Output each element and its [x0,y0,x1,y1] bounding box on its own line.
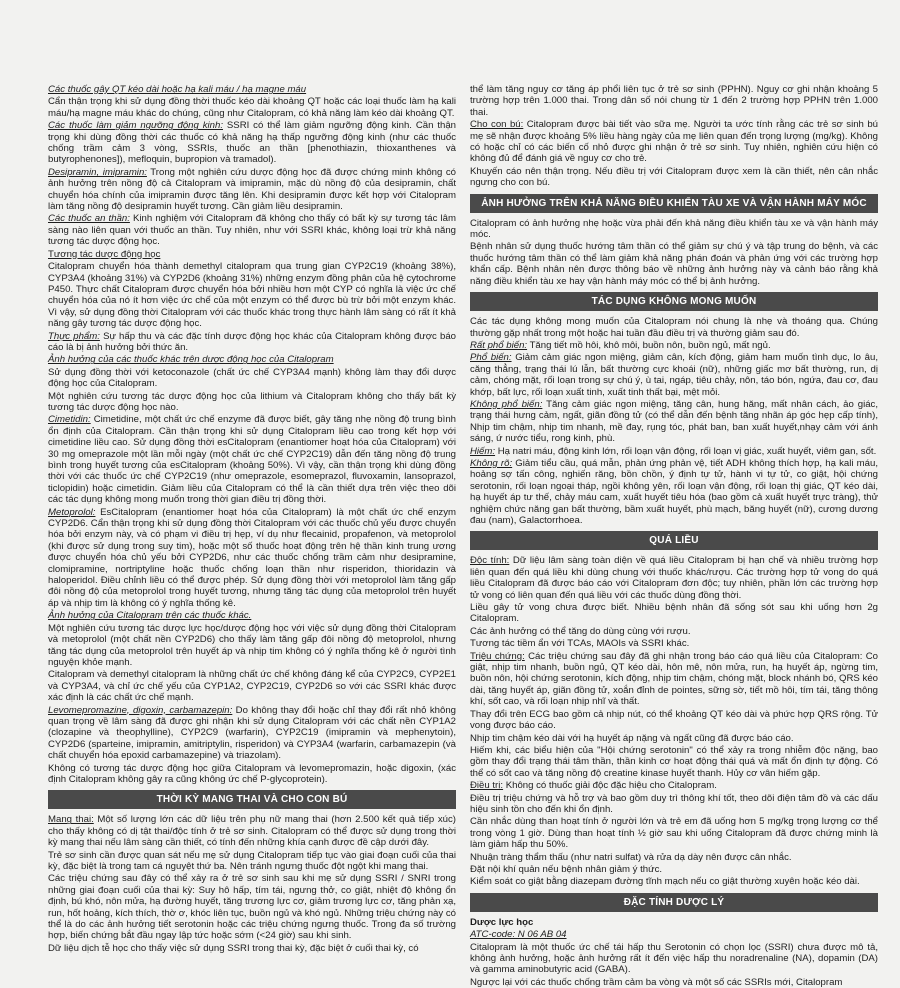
inline-heading: Cimetidin: [48,414,91,426]
paragraph: Một nghiên cứu tương tác dược động học của lithium và Citalopram không cho thấy bất kỳ tương tác dược động học nào. [48,390,456,413]
paragraph [48,414,456,505]
paragraph [48,705,456,762]
inline-heading: Levomepromazine, digoxin, carbamazepin: [48,704,233,716]
paragraph-text: Citalopram được bài tiết vào sữa mẹ. Người ta ước tính rằng các trẻ sơ sinh bú mẹ sẽ nhận được khoảng 5% liều hàng ngày của mẹ liên quan đến trọng lượng (mg/kg). Không có hoặc chỉ có các biến cố nhỏ được ghi nhận ở trẻ sơ sinh. Tuy nhiên, nghiên cứu hiện có không đủ để đánh giá về nguy cơ cho trẻ. [470,119,878,165]
paragraph: Citalopram là một thuốc ức chế tái hấp thu Serotonin có chọn lọc (SSRI) chưa được mô tả, không ảnh hưởng, hoặc ảnh hưởng rất ít đến việc hấp thu noradrenaline (NA), dopamin (DA) và gamma aminobutyric acid (GABA). [470,941,878,976]
paragraph [470,458,878,526]
paragraph: Tương tác tiềm ẩn với TCAs, MAOIs và SSRI khác. [470,638,690,650]
paragraph [470,780,878,791]
paragraph [48,331,456,354]
paragraph-text: Trong một nghiên cứu dược động học đã được chứng minh không có ảnh hưởng trên nồng độ cả Citalopram và imipramin, mặc dù nồng độ của desipramin, chất chuyển hóa chính của imipramin được tăng lên. Khi desipramin được kết hợp với Citalopram làm tăng nồng độ desipramin huyết tương. Cần giảm liều desipramin. [48,166,456,213]
paragraph [470,340,878,351]
subheading: Ảnh hưởng của các thuốc khác trên dược động học của Citalopram [48,354,334,366]
subheading: Các thuốc gây QT kéo dài hoặc hạ kali máu / hạ magne máu [48,84,307,95]
section-heading: ẢNH HƯỞNG TRÊN KHẢ NĂNG ĐIỀU KHIỂN TÀU XE VÀ VẬN HÀNH MÁY MÓC [470,194,878,213]
section-heading: QUÁ LIỀU [470,531,878,550]
paragraph: Ngược lại với các thuốc chống trầm cảm ba vòng và một số các SSRIs mới, Citalopram [470,976,843,988]
paragraph: Dữ liệu dịch tễ học cho thấy việc sử dụng SSRI trong thai kỳ, đặc biệt ở cuối thai kỳ, có [48,942,419,954]
paragraph: Cần nhắc dùng than hoạt tính ở người lớn và trẻ em đã uống hơn 5 mg/kg trọng lượng cơ thể trong vòng 1 giờ. Dùng than hoạt tính ½ giờ sau khi uống Citalopram đã được chứng minh là làm giảm hấp thu 50%. [470,816,878,851]
paragraph: Các ảnh hưởng có thể tăng do dùng cùng với rượu. [470,625,691,637]
paragraph: Không có tương tác dược động học giữa Citalopram và levomepromazin, hoặc digoxin, (xác định Citalopram không gây ra cũng không ức chế P-glycoprotein). [48,762,456,785]
section-heading: THỜI KỲ MANG THAI VÀ CHO CON BÚ [48,790,456,809]
paragraph [48,507,456,610]
inline-heading: Các thuốc làm giảm ngưỡng động kinh: [48,120,223,132]
paragraph: Các triệu chứng sau đây có thể xảy ra ở trẻ sơ sinh sau khi mẹ sử dụng SSRI / SNRI trong những giai đoạn cuối của thai kỳ: Suy hô hấp, tím tái, ngưng thở, co giật, nhiệt độ không ổn định, bú khó, nôn mửa, hạ đường huyết, tăng trương lực cơ, giảm trương lực cơ, tăng phản xạ, run, hốt hoảng, kích thích, thờ ơ, khóc liên tục, buồn ngủ và khó ngủ. Những triệu chứng này có thể là do các ảnh hưởng tiết serotonin hoặc các triệu chứng ngưng thuốc. Trong đa số trường hợp, biến chứng bắt đầu ngay lập tức hoặc sớm (<24 giờ) sau khi sinh. [48,873,456,942]
paragraph: Nhịp tim chậm kéo dài với hạ huyết áp nặng và ngất cũng đã được báo cáo. [470,732,794,744]
paragraph: Kiểm soát co giật bằng diazepam đường tĩnh mạch nếu co giật thường xuyên hoặc kéo dài. [470,876,860,888]
paragraph: Liều gây tử vong chưa được biết. Nhiều bệnh nhân đã sống sót sau khi uống hơn 2g Citalopram. [470,602,878,625]
paragraph-text: Tăng cảm giác ngon miệng, tăng cân, hung hăng, mất nhân cách, ảo giác, trạng thái hưng cảm, ngất, giãn đồng tử (có thể dẫn đến bệnh tăng nhãn áp góc hẹp cấp tính), Nhịp tim chậm, nhịp tim nhanh, mề đay, rụng tóc, phát ban, ban xuất huyết,nhạy cảm với ánh sáng, ứ nước tiểu, rong kinh, phù. [470,398,878,445]
paragraph: Hiếm khi, các biểu hiện của "Hội chứng serotonin" có thể xảy ra trong nhiễm độc nặng, bao gồm thay đổi trạng thái tâm thần, thần kinh cơ hoạt động thái quá và mất ổn định tự động. Có thể có sốt cao và tăng nồng độ creatine kinase huyết thanh. Hủy cơ vân hiếm gặp. [470,744,878,779]
paragraph: thể làm tăng nguy cơ tăng áp phổi liên tục ở trẻ sơ sinh (PPHN). Nguy cơ ghi nhận khoảng 5 trường hợp trên 1.000 thai. Trong dân số nói chung từ 1 đến 2 trường hợp PPHN trên 1.000 thai. [470,84,878,118]
paragraph: Một nghiên cứu tương tác dược lực học/dược động học với việc sử dụng đồng thời Citalopram và metoprolol (một chất nền CYP2D6) cho thấy làm tăng gấp đôi nồng độ metoprolol, nhưng tăng tác dụng của metoprolol trên huyết áp và nhịp tim không có ý nghĩa thống kê ở người tình nguyện khỏe mạnh. [48,622,456,668]
paragraph-text: Không có thuốc giải độc đặc hiệu cho Citalopram. [503,780,717,792]
subheading: Dược lực học [470,916,534,928]
paragraph: Trẻ sơ sinh cần được quan sát nếu mẹ sử dụng Citalopram tiếp tục vào giai đoạn cuối của thai kỳ, đặc biệt là trong tam cá nguyệt thứ ba. Nên tránh ngưng thuốc đột ngột khi mang thai. [48,849,456,872]
paragraph [48,213,456,247]
paragraph-text: Dữ liệu lâm sàng toàn diện về quá liều Citalopram bị hạn chế và nhiều trường hợp liên quan đến quá liều khi dùng chung với thuốc khác/rượu. Các trường hợp tử vong do quá liều Citalopram đã được báo cáo với Citalopram đơn độc; tuy nhiên, phần lớn các trường hợp tử vong có liên quan đến quá liều với các thuốc dùng đồng thời. [470,555,878,601]
inline-heading: Mang thai: [48,814,94,826]
inline-heading: Thực phẩm: [48,330,100,342]
inline-heading: Rất phổ biến: [470,339,528,351]
paragraph-text: Cimetidine, một chất ức chế enzyme đã được biết, gây tăng nhẹ nồng độ trung bình ổn định của Citalopram. Cần thận trọng khi sử dụng Citalopram liều cao trong kết hợp với cimetidine liều cao. Sử dụng đồng thời esCitalopram (enantiomer hoạt hóa của Citalopram) với 30 mg omeprazole một lần mỗi ngày (một chất ức chế CYP2C19) dẫn đến tăng nồng độ trung bình trong huyết tương của esCitalopram (khoảng 50%). Vì vậy, cần thận trọng khi dùng đồng thời với các thuốc ức chế CYP2C19 (như omeprazole, esomeprazol, fluvoxamin, lansoprazol, ticlopidin) hoặc cimetidin. Giảm liều của Citalopram có thể là cần thiết dựa trên việc theo dõi các tác dụng không mong muốn trong thời gian điều trị đồng thời. [48,414,456,506]
paragraph: Đặt nội khí quản nếu bệnh nhân giảm ý thức. [470,863,663,875]
paragraph [48,120,456,166]
paragraph: Citalopram chuyển hóa thành demethyl citalopram qua trung gian CYP2C19 (khoảng 38%), CYP3A4 (khoảng 31%) và CYP2D6 (khoảng 31%) những enzym đồng phân của hệ cytochrome P450. Thực chất Citalopram được chuyển hóa bởi nhiều hơn một CYP có nghĩa là việc ức chế chuyển hóa của nó ít hơn việc ức chế của một enzym có thể được bù trừ bởi một enzym khác. Vì vậy, sử dụng đồng thời Citalopram với các thuốc khác trong thực hành lâm sàng có rất ít khả năng gây tương tác dược động học. [48,261,456,330]
paragraph-text: Một số lượng lớn các dữ liệu trên phụ nữ mang thai (hơn 2.500 kết quả tiếp xúc) cho thấy không có dị tật thai/độc tính ở trẻ sơ sinh. Citalopram có thể được sử dụng trong thời kỳ mang thai nếu lâm sàng cần thiết, có tính đến những khía cạnh được đề cập dưới đây. [48,814,456,849]
inline-heading: Hiếm: [470,445,496,457]
paragraph: Bệnh nhân sử dụng thuốc hướng tâm thần có thể giảm sự chú ý và tập trung do bệnh, và các thuốc hướng tâm thần có thể làm giảm khả năng phán đoán và phản ứng với các trường hợp khẩn cấp. Bệnh nhân nên được thông báo về những ảnh hưởng này và cảnh báo rằng khả năng điều khiển tàu xe hay vận hành máy móc có thể bị ảnh hưởng. [470,241,878,287]
inline-heading: Không rõ: [470,457,513,469]
inline-heading: Desipramin, imipramin: [48,166,147,178]
paragraph [48,814,456,848]
paragraph: Cẩn thận trọng khi sử dụng đồng thời thuốc kéo dài khoảng QT hoặc các loại thuốc làm hạ kali máu/hạ magne máu khác do chúng, cũng như Citalopram, có khả năng làm kéo dài khoảng QT. [48,96,456,119]
paragraph-text: Kinh nghiệm với Citalopram đã không cho thấy có bất kỳ sự tương tác lâm sàng nào liên quan với thuốc an thần. Tuy nhiên, như với SSRI khác, không loại trừ khả năng tương tác dược động học. [48,213,456,248]
paragraph [48,167,456,213]
paragraph: Sử dụng đồng thời với ketoconazole (chất ức chế CYP3A4 mạnh) không làm thay đổi dược động học của Citalopram. [48,366,456,390]
inline-heading: Không phổ biến: [470,398,543,410]
paragraph-text: Giảm cảm giác ngon miệng, giảm cân, kích động, giảm ham muốn tình dục, lo âu, căng thẳng, trạng thái lú lẫn, bất thường cực khoái (nữ), những giấc mơ bất thường, run, dị cảm, chóng mặt, rối loạn trong sự chú ý, ù tai, ngáp, tiêu chảy, nôn, táo bón, ngứa, đau cơ, đau khớp, bất lực, rối loạn xuất tinh, xuất tinh thất bại, mệt mỏi. [470,352,878,398]
right-column [470,84,879,988]
paragraph [470,446,878,457]
paragraph-text: EsCitalopram (enantiomer hoạt hóa của Citalopram) là một chất ức chế enzym CYP2D6. Cẩn thận trọng khi sử dụng đồng thời Citalopram với các thuốc chủ yếu được chuyển hóa bởi enzym này, và có phạm vi điều trị hẹp, ví dụ như flecainid, propafenon, và metoprolol (khi được sử dụng trong suy tim), hoặc một số thuốc hoạt động trên hệ thần kinh trung ương được chuyển hóa chủ yếu bởi CYP2D6, như các thuốc chống trầm cảm như desipramine, clomipramine, nortriptyline hoặc thuốc chống loạn thần như risperidon, thioridazin và haloperidol. Điều chỉnh liều có thể được phép. Sử dụng đồng thời với metoprolol làm tăng gấp đôi nồng độ của metoprolol trong huyết tương, nhưng tăng tác dụng của metoprolol trên huyết áp và nhịp tim là không có ý nghĩa thống kê. [48,506,456,609]
paragraph [470,352,878,398]
paragraph [470,555,878,601]
left-column [48,84,456,976]
paragraph [470,119,878,165]
paragraph: Thay đổi trên ECG bao gồm cả nhịp nút, có thể khoảng QT kéo dài và phức hợp QRS rộng. Tử vong được báo cáo. [470,708,878,732]
inline-heading: Các thuốc an thần: [48,213,130,225]
paragraph-text: Giảm tiểu cầu, quá mẫn, phản ứng phản vệ, tiết ADH không thích hợp, hạ kali máu, hoảng sợ tấn công, nghiến răng, bồn chồn, ý định tự tử, hành vi tự tử, co giật, hội chứng serotonin, rối loạn ngoại tháp, ngồi không yên, rối loạn vận động, rối loạn thị giác, QT kéo dài, hạ huyết áp tư thế, chảy máu cam, xuất huyết tiêu hóa (bao gồm cả xuất huyết trực tràng), thử nghiệm chức năng gan bất thường, bầm xuất huyết, phù mạch, băng huyết (nữ), cương dương đau (nam), Galactorrhoea. [470,457,879,526]
inline-heading: Metoprolol: [48,506,96,518]
paragraph [470,651,878,708]
subheading: Tương tác dược động học [48,248,161,260]
section-heading: TÁC DỤNG KHÔNG MONG MUỐN [470,292,878,311]
paragraph-text: Sự hấp thu và các đặc tính dược động học khác của Citalopram không được báo cáo là bị ảnh hưởng bởi thức ăn. [48,330,456,353]
paragraph-text: SSRI có thể làm giảm ngưỡng động kinh. Cần thận trọng khi dùng đồng thời các thuốc có khả năng hạ thấp ngưỡng động kinh (như các thuốc chống trầm cảm 3 vòng, SSRIs, thuốc an thần [phenothiazin, thioxanthenes và butyrophenones]), mefloquin, bupropion và tramadol). [48,120,457,166]
inline-heading: Điều trị: [470,780,504,792]
paragraph-text: Do không thay đổi hoặc chỉ thay đổi rất nhỏ không quan trọng về lâm sàng đã được ghi nhận khi sử dụng Citalopram với các chất nền CYP1A2 (clozapine và theophylline), CYP2C9 (warfarin), CYP2C19 (imipramin và mephenytoin), CYP2D6 (sparteine, imipramin, amitriptylin, risperidon) và CYP3A4 (warfarin, carbamazepin (và chất chuyển hóa epoxid carbamazepine) và triazolam). [48,704,456,762]
paragraph-text: Tăng tiết mồ hôi, khô môi, buồn nôn, buồn ngủ, mất ngủ. [527,339,771,351]
paragraph-text: Các triệu chứng sau đây đã ghi nhận trong báo cáo quá liều của Citalopram: Co giật, nhịp tim nhanh, buồn ngủ, QT kéo dài, hôn mê, nôn mửa, run, hạ huyết áp, ngừng tim, buồn nôn, hội chứng serotonin, kích động, nhịp tim chậm, chóng mặt, block nhánh bó, QRS kéo dài, tăng huyết áp, giãn đồng tử, xoắn đỉnh de pointes, sững sờ, tiết mồ hôi, tím tái, tăng thông khí, sốt cao, và rối loạn nhịp nhĩ và thất. [470,650,879,708]
paragraph [470,399,878,445]
inline-heading: Phổ biến: [470,352,512,364]
paragraph: Điều trị triệu chứng và hỗ trợ và bao gồm duy trì thông khí tốt, theo dõi điện tâm đồ và các dấu hiệu sinh tồn cho đến khi ổn định. [470,792,878,815]
inline-heading: Cho con bú: [470,119,524,131]
inline-heading: Độc tính: [470,555,510,567]
paragraph: Citalopram có ảnh hưởng nhẹ hoặc vừa phải đến khả năng điều khiển tàu xe và vận hành máy móc. [470,217,878,241]
paragraph-text: Hạ natri máu, động kinh lớn, rối loạn vận động, rối loạn vị giác, xuất huyết, viêm gan, sốt. [495,445,877,457]
subheading: Ảnh hưởng của Citalopram trên các thuốc khác. [48,610,252,622]
paragraph: Khuyến cáo nên thận trọng. Nếu điều trị với Citalopram được xem là cần thiết, nên cân nhắc ngưng cho con bú. [470,165,878,189]
subheading: ATC-code: N 06 AB 04 [470,929,567,941]
section-heading: ĐẶC TÍNH DƯỢC LÝ [470,893,878,912]
paragraph: Citalopram và demethyl citalopram là những chất ức chế không đáng kể của CYP2C9, CYP2E1 và CYP3A4, và chỉ ức chế yếu của CYP1A2, CYP2C19, CYP2D6 so với các SSRI khác được xác định là các chất ức chế mạnh. [48,669,456,704]
paragraph: Nhuận tràng thẩm thấu (như natri sulfat) và rửa dạ dày nên được cân nhắc. [470,851,792,863]
paragraph: Các tác dụng không mong muốn của Citalopram nói chung là nhẹ và thoáng qua. Chúng thường gặp nhất trong một hoặc hai tuần đầu điều trị và thường giảm sau đó. [470,316,878,339]
inline-heading: Triệu chứng: [470,650,525,662]
